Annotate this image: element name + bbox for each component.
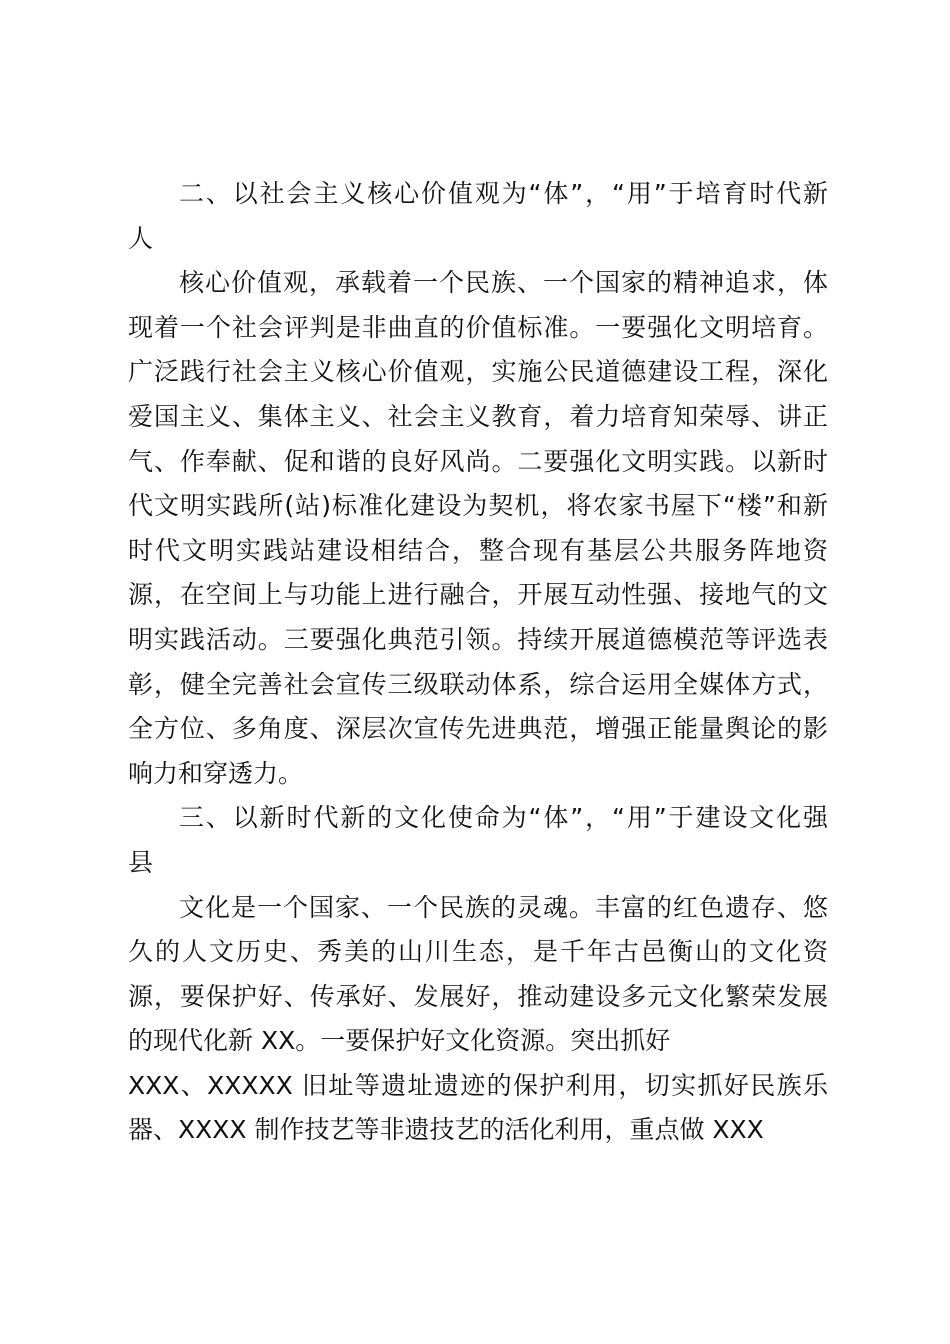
paragraph-line: 响力和穿透力。 [128, 758, 304, 788]
section-heading-2: 二、以社会主义核心价值观为“体”，“用”于培育时代新 [179, 179, 828, 208]
paragraph-line: 时代文明实践站建设相结合，整合现有基层公共服务阵地资 [128, 535, 828, 565]
section-heading-3: 三、以新时代新的文化使命为“体”，“用”于建设文化强 [179, 803, 828, 833]
paragraph-line: 核心价值观，承载着一个民族、一个国家的精神追求，体 [179, 268, 828, 298]
paragraph-line: 代文明实践所(站)标准化建设为契机，将农家书屋下“楼”和新 [128, 491, 828, 521]
paragraph-line: 爱国主义、集体主义、社会主义教育，着力培育知荣辱、讲正 [128, 401, 828, 431]
paragraph-line: XXX、XXXXX 旧址等遗址遗迹的保护利用，切实抓好民族乐 [128, 1070, 828, 1100]
section-heading-2-cont: 人 [128, 223, 154, 253]
paragraph-line: 气、作奉献、促和谐的良好风尚。二要强化文明实践。以新时 [128, 446, 828, 476]
paragraph-line: 器、XXXX 制作技艺等非遗技艺的活化利用，重点做 XXX [128, 1115, 764, 1145]
section-heading-3-cont: 县 [128, 847, 154, 877]
paragraph-line: 彰，健全完善社会宣传三级联动体系，综合运用全媒体方式， [128, 669, 828, 699]
paragraph-line: 文化是一个国家、一个民族的灵魂。丰富的红色遗存、悠 [179, 892, 828, 922]
paragraph-line: 久的人文历史、秀美的山川生态，是千年古邑衡山的文化资 [128, 937, 828, 967]
paragraph-line: 明实践活动。三要强化典范引领。持续开展道德模范等评选表 [128, 624, 828, 654]
paragraph-line: 源，要保护好、传承好、发展好，推动建设多元文化繁荣发展 [128, 981, 828, 1011]
paragraph-line: 全方位、多角度、深层次宣传先进典范，增强正能量舆论的影 [128, 714, 828, 744]
paragraph-line: 现着一个社会评判是非曲直的价值标准。一要强化文明培育。 [128, 312, 828, 342]
paragraph-line: 广泛践行社会主义核心价值观，实施公民道德建设工程，深化 [128, 357, 828, 387]
paragraph-line: 的现代化新 XX。一要保护好文化资源。突出抓好 [128, 1026, 671, 1056]
paragraph-line: 源，在空间上与功能上进行融合，开展互动性强、接地气的文 [128, 580, 828, 610]
document-body [128, 172, 828, 1153]
